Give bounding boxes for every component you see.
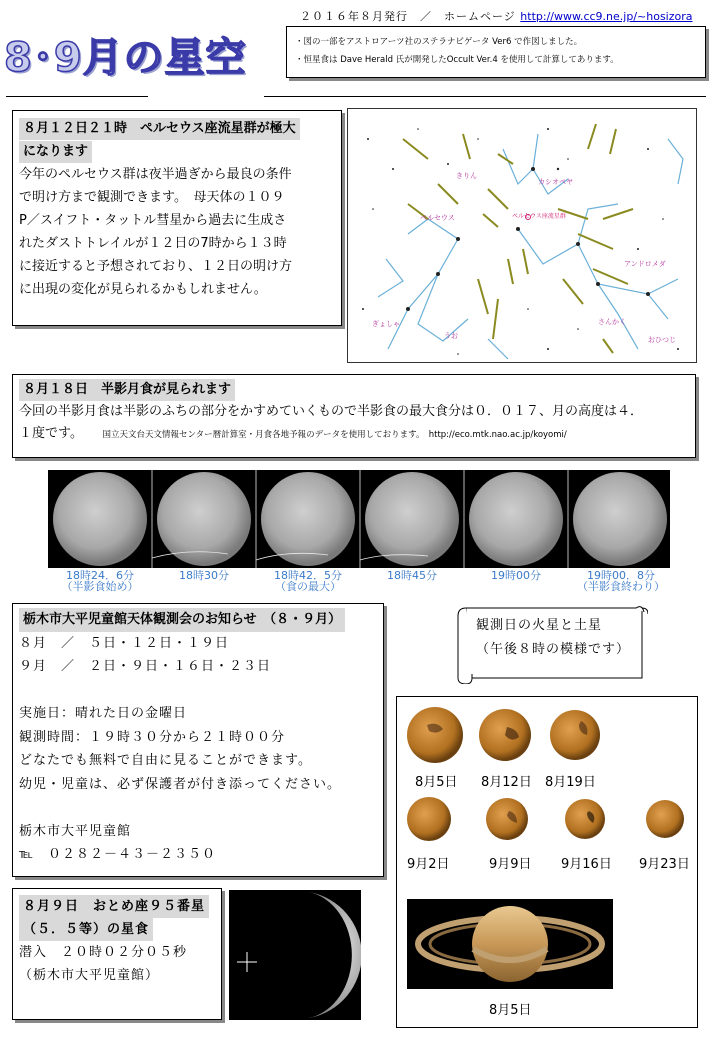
planets-label xyxy=(476,614,630,662)
moon-phase-strip xyxy=(48,470,670,568)
note-item: ・恒星食は Dave Herald 氏が開発したOccult Ver.4 を使用して計算してあります。 xyxy=(295,55,619,65)
note-item: ・図の一部をアストロアーツ社のステラナビゲータ Ver6 で作図しました。 xyxy=(295,37,583,47)
radiant-label: ペルセウス座流星群 xyxy=(512,213,566,220)
notes-box xyxy=(286,26,706,78)
eclipse-source: 国立天文台天文情報センター暦計算室・月食各地予報のデータを使用しております。 http://eco.mtk.nao.ac.jp/koyomi/ xyxy=(102,430,567,440)
mars-date: 8月5日 xyxy=(415,775,458,790)
mars-image xyxy=(407,707,463,763)
perseids-heading: ８月１２日２１時 ペルセウス座流星群が極大 xyxy=(19,118,300,140)
perseids-heading-2: になります xyxy=(19,141,92,163)
perseids-box xyxy=(12,110,342,326)
occultation-heading: ８月９日 おとめ座９５番星 xyxy=(19,895,209,918)
eclipse-text-2: １度です。 xyxy=(19,426,77,441)
perseids-text: で明け方まで観測できます。 母天体の１０９ xyxy=(19,190,285,205)
constellation-label: カシオペヤ xyxy=(538,178,573,186)
constellation-label: ペルセウス xyxy=(420,214,455,222)
eclipse-box xyxy=(12,374,696,458)
saturn-image xyxy=(407,899,613,989)
sep-dates: ９月 ／ ２日・９日・１６日・２３日 xyxy=(19,659,272,674)
moon-caption: 18時30分 xyxy=(179,569,229,582)
organizer: 栃木市大平児童館 xyxy=(19,823,132,839)
moon-caption: 19時00．8分 （半影食終わり） xyxy=(577,569,665,593)
mars-date: 9月16日 xyxy=(561,857,612,872)
constellation-label: さんかく xyxy=(598,318,626,326)
occultation-box xyxy=(12,888,222,1020)
event-day: 実施日：晴れた日の金曜日 xyxy=(19,706,188,721)
divider xyxy=(6,96,148,97)
perseids-text: P／スイフト・タットル彗星から過去に生成さ xyxy=(19,213,287,228)
mars-date: 9月9日 xyxy=(489,857,532,872)
mars-date: 8月19日 xyxy=(545,775,596,790)
perseids-text: 今年のペルセウス群は夜半過ぎから最良の条件 xyxy=(19,167,292,182)
perseids-text: れたダストトレイルが１２日の7時から１３時 xyxy=(19,236,287,251)
mars-image xyxy=(479,709,531,761)
lunar-eclipse-images xyxy=(48,470,670,568)
occultation-moon-image xyxy=(229,890,361,1020)
page-title: 8･9月の星空 xyxy=(4,35,247,81)
moon-caption: 19時00分 xyxy=(491,569,541,582)
constellation-label: おひつじ xyxy=(648,336,676,344)
moon-caption: 18時24．6分 （半影食始め） xyxy=(61,569,139,593)
constellation-label: きりん xyxy=(456,172,477,180)
moon-phase xyxy=(261,472,355,566)
mars-image xyxy=(646,800,684,838)
aug-dates: ８月 ／ ５日・１２日・１９日 xyxy=(19,635,230,651)
perseids-text: に接近すると予想されており、１２日の明け方 xyxy=(19,259,293,274)
issue-header xyxy=(300,8,693,24)
planets-box xyxy=(396,696,698,1028)
saturn-date: 8月5日 xyxy=(489,1003,532,1018)
constellation-label: ぎょしゃ xyxy=(372,320,400,328)
issue-text: ２０１６年８月発行 ／ ホームページ xyxy=(300,10,516,23)
moon-phase xyxy=(53,472,147,566)
eclipse-heading: ８月１８日 半影月食が見られます xyxy=(19,379,235,401)
homepage-link[interactable]: http://www.cc9.ne.jp/~hosizora xyxy=(520,10,693,23)
constellation-label: アンドロメダ xyxy=(624,260,666,268)
mars-image xyxy=(550,710,600,760)
moon-caption: 18時42．5分 （食の最大） xyxy=(274,569,342,593)
moon-phase xyxy=(469,472,563,566)
moon-phase xyxy=(365,472,459,566)
mars-date: 9月2日 xyxy=(407,857,450,872)
phone: ℡ ０２８２－４３－２３５０ xyxy=(19,847,216,862)
occultation-heading-2: （５．５等）の星食 xyxy=(19,918,153,941)
observation-box xyxy=(12,603,384,877)
planets-label-1: 観測日の火星と土星 xyxy=(476,618,603,633)
divider xyxy=(264,96,706,97)
star-chart xyxy=(347,108,697,363)
star-marker xyxy=(237,952,257,972)
planets-label-2: （午後８時の模様です） xyxy=(476,642,631,657)
mars-image xyxy=(486,798,528,840)
moon-phase xyxy=(573,472,667,566)
mars-date: 9月23日 xyxy=(639,857,690,872)
mars-image xyxy=(407,797,451,841)
moon-caption: 18時45分 xyxy=(387,569,437,582)
event-children: 幼児・児童は、必ず保護者が付き添ってください。 xyxy=(19,776,342,792)
eclipse-text: 今回の半影月食は半影のふちの部分をかすめていくもので半影食の最大食分は０．０１７、月の高度は４． xyxy=(19,404,644,419)
observation-heading: 栃木市大平児童館天体観測会のお知らせ （８・９月） xyxy=(19,608,345,632)
occultation-location: （栃木市大平児童館） xyxy=(19,968,160,983)
occultation-time: 潜入 ２０時０２分０５秒 xyxy=(19,945,188,960)
perseids-text: に出現の変化が見られるかもしれません。 xyxy=(19,282,267,297)
crescent-moon xyxy=(229,890,361,1020)
event-free: どなたでも無料で自由に見ることができます。 xyxy=(19,753,312,768)
event-time: 観測時間：１９時３０分から２１時００分 xyxy=(19,729,286,745)
mars-image xyxy=(565,799,605,839)
mars-date: 8月12日 xyxy=(481,775,532,790)
constellation-label: うお xyxy=(444,332,458,340)
star-chart-graphic xyxy=(348,109,696,362)
